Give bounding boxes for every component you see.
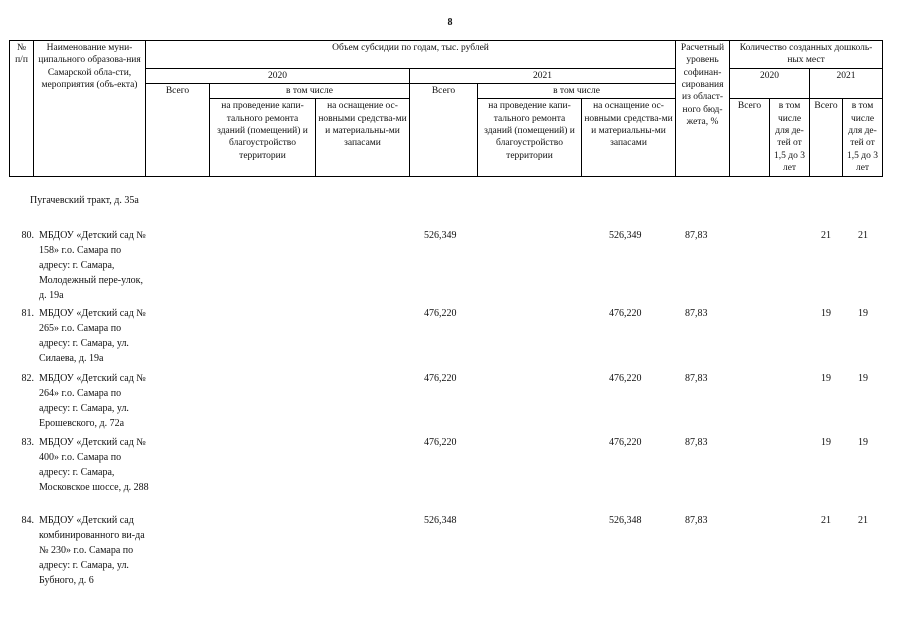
row-name: МБДОУ «Детский сад комбинированного ви-да № 230» г.о. Самара по адресу: г. Самара, ул. Бубного, д. 6 <box>39 515 145 586</box>
page-number: 8 <box>447 17 453 28</box>
header-subsidy: Объем субсидии по годам, тыс. рублей <box>146 41 676 69</box>
row-level: 87,83 <box>685 373 708 384</box>
row-equip-2021: 526,349 <box>609 230 642 241</box>
continuation-text: Пугачевский тракт, д. 35а <box>30 195 139 206</box>
header-2021-total: Всего <box>410 84 478 177</box>
row-total-2021: 476,220 <box>424 308 457 319</box>
row-total-2021: 476,220 <box>424 373 457 384</box>
row-places-2021-small: 19 <box>858 373 868 384</box>
row-name: МБДОУ «Детский сад № 158» г.о. Самара по адресу: г. Самара, Молодежный пере-улок, д. 19а <box>39 230 146 301</box>
row-level: 87,83 <box>685 230 708 241</box>
row-places-2021-small: 19 <box>858 437 868 448</box>
row-number: 80. <box>21 230 34 241</box>
row-equip-2021: 526,348 <box>609 515 642 526</box>
row-number: 84. <box>21 515 34 526</box>
row-places-2021-small: 19 <box>858 308 868 319</box>
row-number: 83. <box>21 437 34 448</box>
header-num: № п/п <box>10 41 34 177</box>
row-level: 87,83 <box>685 308 708 319</box>
row-number: 81. <box>21 308 34 319</box>
header-places-2020-small: в том числе для де-тей от 1,5 до 3 лет <box>770 99 810 177</box>
header-2020-including: в том числе <box>210 84 410 99</box>
header-2021-including: в том числе <box>478 84 676 99</box>
table-header <box>9 40 883 177</box>
header-2020-repair: на проведение капи-тального ремонта зданий (помещений) и благоустройство территории <box>210 99 316 177</box>
row-total-2021: 526,349 <box>424 230 457 241</box>
row-equip-2021: 476,220 <box>609 373 642 384</box>
row-places-2021-total: 19 <box>821 373 831 384</box>
row-level: 87,83 <box>685 515 708 526</box>
row-places-2021-total: 21 <box>821 515 831 526</box>
header-2020-total: Всего <box>146 84 210 177</box>
row-number: 82. <box>21 373 34 384</box>
header-name: Наименование муни-ципального образова-ния Самарской обла-сти, мероприятия (объ-екта) <box>34 41 146 177</box>
row-equip-2021: 476,220 <box>609 437 642 448</box>
header-level: Расчетный уровень софинан-сирования из област-ного бюд-жета, % <box>676 41 730 177</box>
row-places-2021-total: 19 <box>821 437 831 448</box>
row-name: МБДОУ «Детский сад № 265» г.о. Самара по адресу: г. Самара, ул. Силаева, д. 19а <box>39 308 146 364</box>
header-2021-equip: на оснащение ос-новными средства-ми и материальны-ми запасами <box>582 99 676 177</box>
row-places-2021-small: 21 <box>858 230 868 241</box>
header-places-2021-total: Всего <box>810 99 843 177</box>
header-places: Количество созданных дошколь-ных мест <box>730 41 883 69</box>
row-name: МБДОУ «Детский сад № 400» г.о. Самара по адресу: г. Самара, Московское шоссе, д. 288 <box>39 437 149 493</box>
row-total-2021: 476,220 <box>424 437 457 448</box>
row-places-2021-total: 19 <box>821 308 831 319</box>
row-total-2021: 526,348 <box>424 515 457 526</box>
header-places-2020-total: Всего <box>730 99 770 177</box>
header-2020: 2020 <box>146 68 410 83</box>
header-places-2021-small: в том числе для де-тей от 1,5 до 3 лет <box>843 99 883 177</box>
row-name: МБДОУ «Детский сад № 264» г.о. Самара по адресу: г. Самара, ул. Ерошевского, д. 72а <box>39 373 146 429</box>
row-equip-2021: 476,220 <box>609 308 642 319</box>
row-places-2021-small: 21 <box>858 515 868 526</box>
header-2021: 2021 <box>410 68 676 83</box>
header-2020-equip: на оснащение ос-новными средства-ми и материальны-ми запасами <box>316 99 410 177</box>
row-level: 87,83 <box>685 437 708 448</box>
header-2021-repair: на проведение капи-тального ремонта зданий (помещений) и благоустройство территории <box>478 99 582 177</box>
header-places-2020: 2020 <box>730 68 810 99</box>
header-places-2021: 2021 <box>810 68 883 99</box>
row-places-2021-total: 21 <box>821 230 831 241</box>
